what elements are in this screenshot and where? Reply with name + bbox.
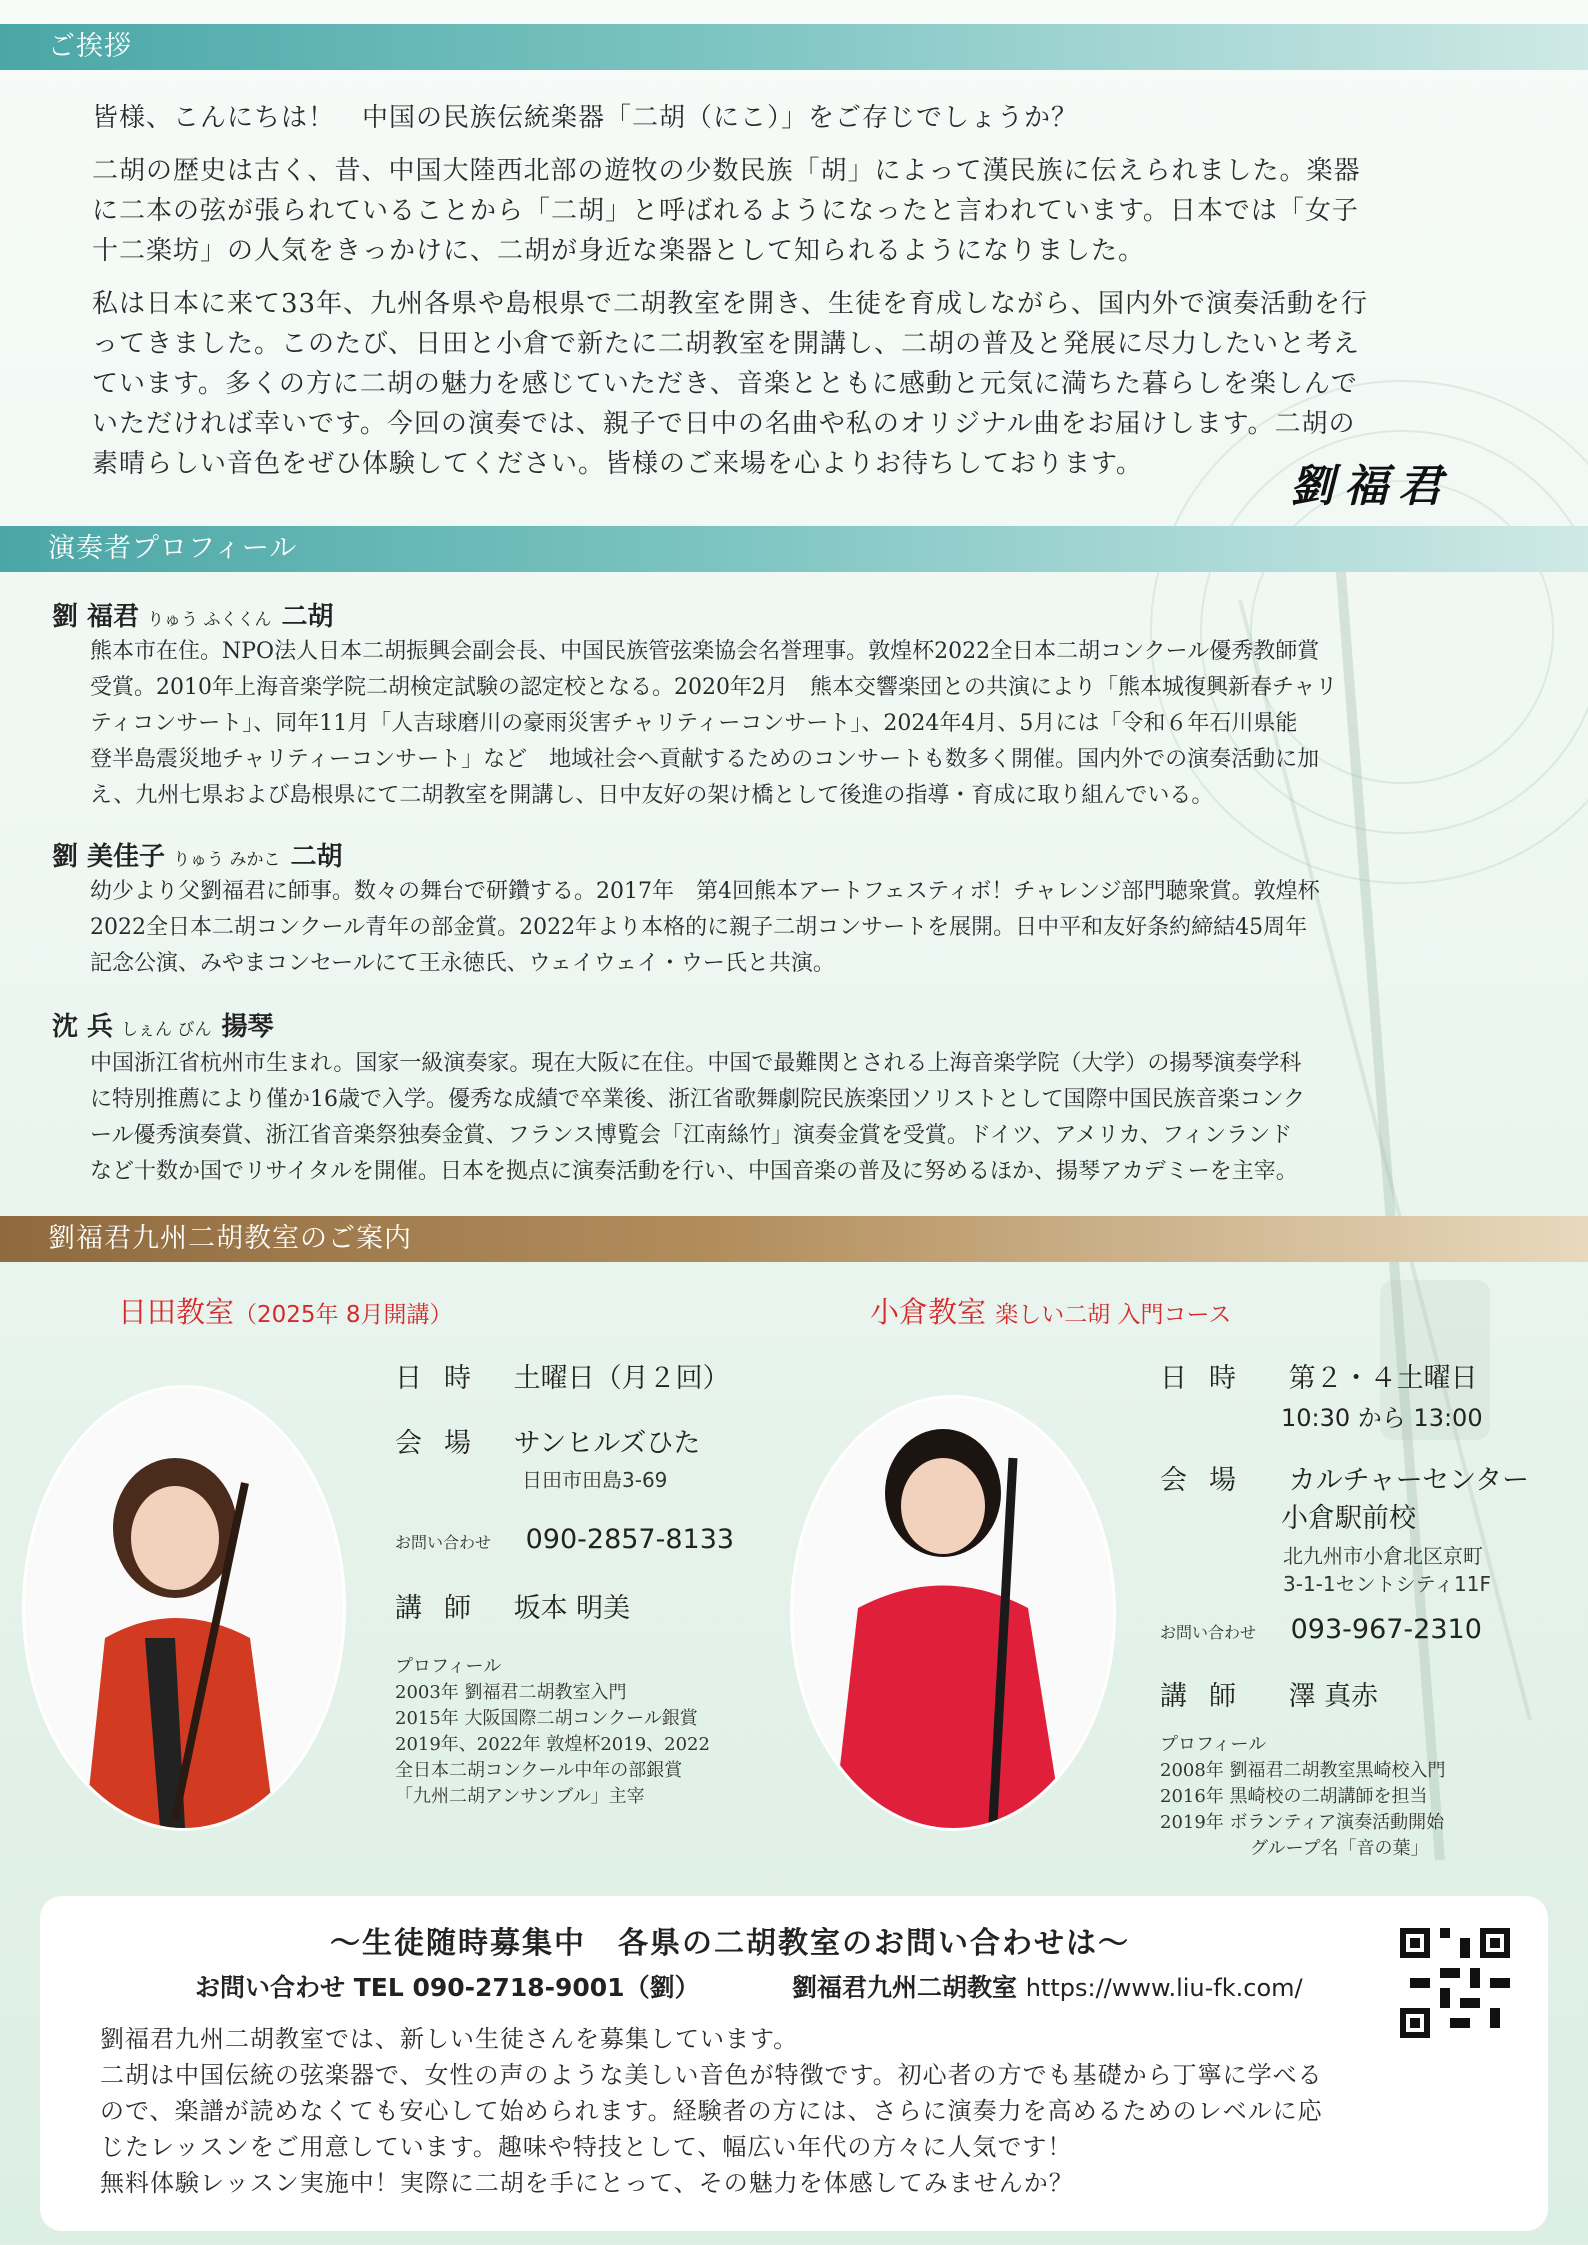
greeting-paragraph-2-line2: に二本の弦が張られていることから「二胡」と呼ばれるようになったと言われています。日本では「女子 [92,196,1359,226]
qr-code-icon[interactable] [1400,1928,1510,2038]
classes-header: 劉福君九州二胡教室のご案内 [0,1216,1588,1262]
teacher-profile-line: グループ名「音の葉」 [1250,1838,1429,1859]
recruit-line: 劉福君九州二胡教室では、新しい生徒さんを募集しています。 [100,2025,799,2053]
profile-line: ール優秀演奏賞、浙江省音楽祭独奏金賞、フランス博覧会「江南絲竹」演奏金賞を受賞。ドイツ、アメリカ、フィンランド [90,1123,1293,1148]
recruit-school-name: 劉福君九州二胡教室 [792,1973,1018,2002]
profile-line: 登半島震災地チャリティーコンサート」など 地域社会へ貢献するためのコンサートも数多く開催。国内外での演奏活動に加 [90,747,1320,772]
teacher-profile-label: プロフィール [395,1656,502,1677]
recruit-line: ので、楽譜が読めなくても安心して始められます。経験者の方には、さらに演奏力を高めるためのレベルに応 [100,2097,1323,2125]
performer-instrument: 二胡 [281,602,334,632]
teacher-portrait-icon [793,1398,1113,1828]
profile-line: 受賞。2010年上海音楽学院二胡検定試験の認定校となる。2020年2月 熊本交響楽団との共演により「熊本城復興新春チャリ [90,675,1338,700]
class-venue-branch: 小倉駅前校 [1281,1503,1416,1534]
class-teacher: 澤 真赤 [1288,1681,1379,1712]
class-phone[interactable]: 093-967-2310 [1290,1614,1482,1645]
venue-label: 会場 [395,1428,493,1459]
recruit-line: じたレッスンをご用意しています。趣味や特技として、幅広い年代の方々に人気です！ [100,2133,1073,2161]
contact-label: お問い合わせ [1160,1623,1257,1642]
teacher-profile-line: 2019年 ボランティア演奏活動開始 [1160,1812,1445,1833]
greeting-paragraph-2-line3: 十二楽坊」の人気をきっかけに、二胡が身近な楽器として知られるようになりました。 [92,236,1146,266]
teacher-profile-line: 2003年 劉福君二胡教室入門 [395,1682,627,1703]
profile-line: に特別推薦により僅か16歳で入学。優秀な成績で卒業後、浙江省歌舞劇院民族楽団ソリストとして国際中国民族音楽コンク [90,1087,1306,1112]
greeting-header: ご挨拶 [0,24,1588,70]
teacher-photo [790,1395,1116,1831]
performer-instrument: 二胡 [290,842,343,872]
profile-line: え、九州七県および島根県にて二胡教室を開講し、日中友好の架け橋として後進の指導・育成に取り組んでいる。 [90,783,1214,808]
profile-line: など十数か国でリサイタルを開催。日本を拠点に演奏活動を行い、中国音楽の普及に努めるほか、揚琴アカデミーを主宰。 [90,1159,1298,1184]
performer-name: 沈 兵 [52,1012,114,1042]
teacher-label: 講師 [395,1593,493,1624]
class-address: 3-1-1セントシティ11F [1283,1572,1491,1596]
performer-name: 劉 福君 [52,602,140,632]
performer-ruby: りゅう みかこ [173,850,281,870]
class-address: 日田市田島3-69 [522,1468,668,1492]
performer-name: 劉 美佳子 [52,842,166,872]
recruit-box [40,1896,1548,2231]
profiles-header: 演奏者プロフィール [0,526,1588,572]
greeting-paragraph-3-line2: ってきました。このたび、日田と小倉で新たに二胡教室を開講し、二胡の普及と発展に尽力したいと考え [92,329,1360,359]
class-subtitle: （2025年 8月開講） [234,1302,453,1328]
performer-ruby: りゅう ふくくん [147,610,272,630]
recruit-line: 二胡は中国伝統の弦楽器で、女性の声のような美しい音色が特徴です。初心者の方でも基礎から丁寧に学べる [100,2061,1323,2089]
recruit-contact: お問い合わせ TEL 090-2718-9001（劉） [195,1973,700,2002]
teacher-label: 講師 [1160,1681,1258,1712]
profile-line: 2022全日本二胡コンクール青年の部金賞。2022年より本格的に親子二胡コンサートを展開。日中平和友好条約締結45周年 [90,915,1308,940]
profile-line: 熊本市在住。NPO法人日本二胡振興会副会長、中国民族管弦楽協会名誉理事。敦煌杯2022全日本二胡コンクール優秀教師賞 [90,639,1320,664]
teacher-profile-label: プロフィール [1160,1734,1267,1755]
class-subtitle: 楽しい二胡 入門コース [995,1302,1232,1328]
profile-line: 幼少より父劉福君に師事。数々の舞台で研鑽する。2017年 第4回熊本アートフェスティボ！チャレンジ部門聴衆賞。敦煌杯 [90,879,1320,904]
teacher-profile-line: 2016年 黒崎校の二胡講師を担当 [1160,1786,1428,1807]
contact-label: お問い合わせ [395,1533,492,1552]
teacher-photo [22,1385,346,1831]
class-venue: カルチャーセンター [1288,1465,1530,1496]
teacher-profile-line: 2008年 劉福君二胡教室黒崎校入門 [1160,1760,1446,1781]
class-venue: サンヒルズひた [513,1428,701,1459]
greeting-paragraph-3-line4: いただければ幸いです。今回の演奏では、親子で日中の名曲や私のオリジナル曲をお届けします。二胡の [92,409,1356,439]
class-time: 10:30 から 13:00 [1281,1404,1483,1432]
greeting-paragraph-3-line1: 私は日本に来て33年、九州各県や島根県で二胡教室を開き、生徒を育成しながら、国内外で演奏活動を行 [92,289,1369,319]
teacher-profile-line: 2015年 大阪国際二胡コンクール銀賞 [395,1708,698,1729]
greeting-paragraph-3-line5: 素晴らしい音色をぜひ体験してください。皆様のご来場を心よりお待ちしております。 [92,449,1143,479]
recruit-title: ～生徒随時募集中 各県の二胡教室のお問い合わせは～ [330,1926,1130,1961]
greeting-paragraph-2-line1: 二胡の歴史は古く、昔、中国大陸西北部の遊牧の少数民族「胡」によって漢民族に伝えられました。楽器 [92,156,1361,186]
teacher-portrait-icon [25,1388,343,1828]
signature: 劉福君 [1290,461,1452,512]
class-address: 北九州市小倉北区京町 [1283,1544,1483,1568]
profile-line: ティコンサート」、同年11月「人吉球磨川の豪雨災害チャリティーコンサート」、2024年4月、5月には「令和６年石川県能 [90,711,1298,736]
profile-line: 中国浙江省杭州市生まれ。国家一級演奏家。現在大阪に在住。中国で最難関とされる上海音楽学院（大学）の揚琴演奏学科 [90,1051,1302,1076]
class-phone[interactable]: 090-2857-8133 [525,1524,735,1555]
date-label: 日時 [1160,1363,1258,1394]
recruit-line: 無料体験レッスン実施中！実際に二胡を手にとって、その魅力を体感してみませんか？ [100,2169,1074,2197]
teacher-profile-line: 全日本二胡コンクール中年の部銀賞 [395,1760,683,1781]
greeting-paragraph-3-line3: ています。多くの方に二胡の魅力を感じていただき、音楽とともに感動と元気に満ちた暮らしを楽しんで [92,369,1358,399]
class-date: 第２・４土曜日 [1288,1363,1478,1394]
class-date: 土曜日（月２回） [513,1363,730,1394]
website-link[interactable]: https://www.liu-fk.com/ [1025,1974,1303,2002]
greeting-paragraph-1: 皆様、こんにちは！ 中国の民族伝統楽器「二胡（にこ）」をご存じでしょうか？ [92,103,1079,133]
performer-ruby: しぇん びん [121,1020,212,1040]
class-title: 日田教室 [118,1295,235,1329]
date-label: 日時 [395,1363,493,1394]
teacher-profile-line: 2019年、2022年 敦煌杯2019、2022 [395,1734,710,1755]
performer-instrument: 揚琴 [221,1012,274,1042]
venue-label: 会場 [1160,1465,1258,1496]
profile-line: 記念公演、みやまコンセールにて王永徳氏、ウェイウェイ・ウー氏と共演。 [90,951,835,976]
teacher-profile-line: 「九州二胡アンサンブル」主宰 [395,1786,645,1807]
class-title: 小倉教室 [870,1295,987,1329]
class-teacher: 坂本 明美 [513,1593,631,1624]
